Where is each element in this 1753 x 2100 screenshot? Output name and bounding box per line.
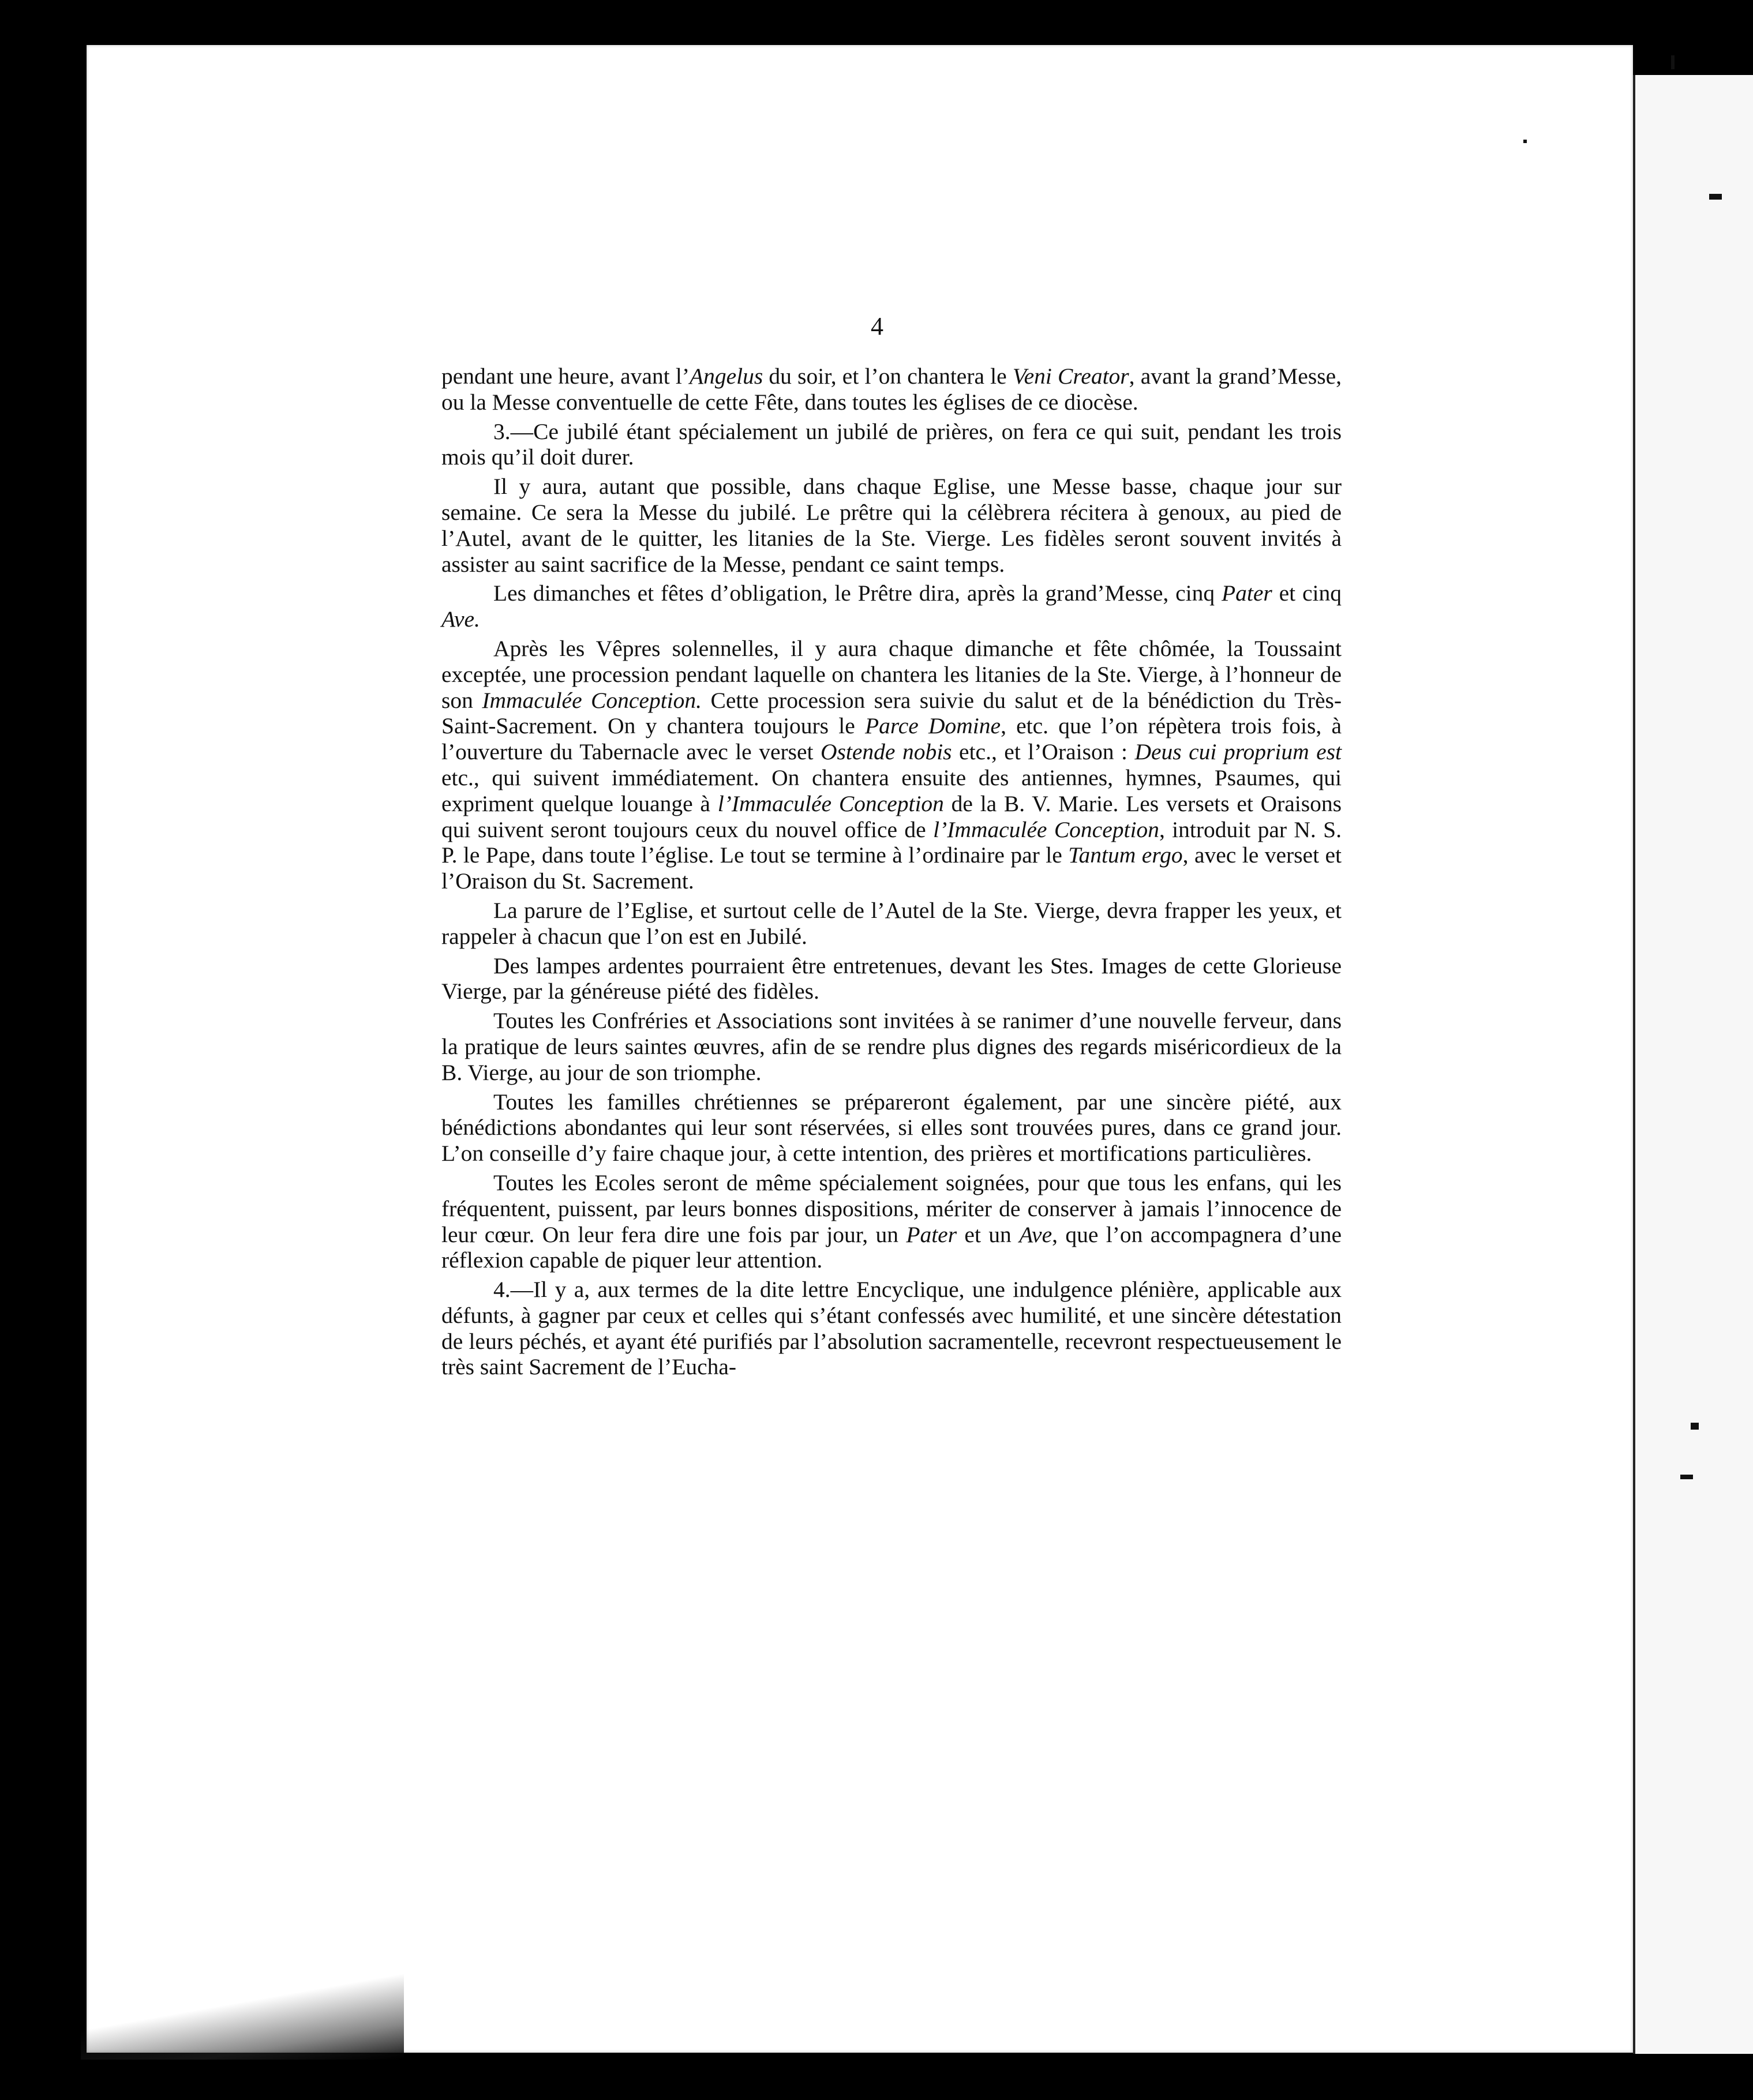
- italic-run: l’Immaculée Conception: [933, 816, 1159, 842]
- paragraph: [441, 1170, 1342, 1273]
- text-run: , etc. que l’on répètera trois fois, à l’ouverture du Tabernacle avec le verset: [441, 713, 1342, 765]
- italic-run: Ostende nobis: [821, 739, 952, 765]
- page-curl-shadow: [81, 1973, 404, 2060]
- paragraph: [441, 636, 1342, 894]
- text-run: Toutes les Confréries et Associations sont invitées à se ranimer d’une nouvelle ferveur, dans la pratique de leurs saintes œuvres, afin de se rendre plus dignes des regards miséricordieux de la B. Vierge, au jour de son triomphe.: [441, 1008, 1342, 1085]
- scan-speck: [1671, 55, 1675, 69]
- paragraph: [441, 1089, 1342, 1167]
- paragraph: [441, 363, 1342, 415]
- italic-run: Pater: [906, 1221, 957, 1247]
- scan-speck: [1523, 140, 1527, 143]
- text-run: , introduit par N. S. P. le Pape, dans toute l’église. Le tout se termine à l’ordinaire par le: [441, 816, 1342, 868]
- scan-speck: [1709, 194, 1722, 200]
- text-run: La parure de l’Eglise, et surtout celle de l’Autel de la Ste. Vierge, devra frapper les yeux, et rappeler à chacun que l’on est en Jubilé.: [441, 897, 1342, 949]
- text-run: Cette procession sera suivie du salut et de la bénédiction du Très-Saint-Sacrement. On y chantera toujours le: [441, 687, 1342, 739]
- scan-speck: [1680, 1475, 1693, 1479]
- paragraph: [441, 580, 1342, 632]
- text-run: 3.—Ce jubilé étant spécialement un jubilé de prières, on fera ce qui suit, pendant les trois mois qu’il doit durer.: [441, 418, 1342, 470]
- text-run: et cinq: [1272, 580, 1342, 606]
- scan-speck: [1691, 1423, 1699, 1430]
- text-run: , avant la grand’Messe, ou la Messe conventuelle de cette Fête, dans toutes les églises de ce diocèse.: [441, 363, 1342, 415]
- paragraph: [441, 419, 1342, 471]
- text-run: pendant une heure, avant l’: [441, 363, 690, 389]
- italic-run: Tantum ergo: [1068, 842, 1183, 868]
- text-run: Les dimanches et fêtes d’obligation, le Prêtre dira, après la grand’Messe, cinq: [493, 580, 1222, 606]
- paragraph: [441, 898, 1342, 950]
- italic-run: Ave.: [441, 606, 480, 632]
- text-run: Après les Vêpres solennelles, il y aura chaque dimanche et fête chômée, la Toussaint exceptée, une procession pendant laquelle on chantera les litanies de la Ste. Vierge, à l’honneur de son: [441, 635, 1342, 713]
- text-run: et un: [957, 1221, 1020, 1247]
- text-run: etc., et l’Oraison :: [952, 739, 1135, 765]
- italic-run: Parce Domine: [864, 713, 1001, 739]
- text-run: , que l’on accompagnera d’une réflexion capable de piquer leur attention.: [441, 1221, 1342, 1273]
- italic-run: Veni Creator: [1012, 363, 1129, 389]
- paragraph: [441, 1008, 1342, 1085]
- italic-run: Angelus: [690, 363, 763, 389]
- paragraph: [441, 953, 1342, 1005]
- paragraph: [441, 1277, 1342, 1380]
- text-run: Toutes les Ecoles seront de même spécialement soignées, pour que tous les enfans, qui les fréquentent, puissent, par leurs bonnes dispositions, mériter de conserver à jamais l’innocence de leur cœur. On leur fera dire une fois par jour, un: [441, 1169, 1342, 1247]
- italic-run: l’Immaculée Conception: [717, 790, 944, 816]
- text-run: 4.—Il y a, aux termes de la dite lettre Encyclique, une indulgence plénière, applicable aux défunts, à gagner par ceux et celles qui s’étant confessés avec humilité, et une sincère détestation de leurs péchés, et ayant été purifiés par l’absolution sacramentelle, recevront respectueusement le très saint Sacrement de l’Eucha-: [441, 1277, 1342, 1380]
- text-run: du soir, et l’on chantera le: [763, 363, 1013, 389]
- adjacent-page-edge: [1633, 75, 1753, 2054]
- document-body: [441, 363, 1342, 1383]
- italic-run: Ave: [1019, 1221, 1052, 1247]
- italic-run: Deus cui proprium est: [1134, 739, 1342, 765]
- text-run: Il y aura, autant que possible, dans chaque Eglise, une Messe basse, chaque jour sur semaine. Ce sera la Messe du jubilé. Le prêtre qui la célèbrera récitera à genoux, au pied de l’Autel, avant de le quitter, les litanies de la Ste. Vierge. Les fidèles seront souvent invités à assister au saint sacrifice de la Messe, pendant ce saint temps.: [441, 474, 1342, 577]
- paragraph: [441, 474, 1342, 577]
- text-run: etc., qui suivent immédiatement. On chantera ensuite des antiennes, hymnes, Psaumes, qui expriment quelque louange à: [441, 764, 1342, 816]
- text-run: , avec le verset et l’Oraison du St. Sacrement.: [441, 842, 1342, 894]
- text-run: Des lampes ardentes pourraient être entretenues, devant les Stes. Images de cette Glorieuse Vierge, par la généreuse piété des fidèles.: [441, 952, 1342, 1004]
- page-number: 4: [871, 312, 883, 340]
- italic-run: Pater: [1222, 580, 1272, 606]
- italic-run: Immaculée Conception.: [482, 687, 702, 713]
- text-run: Toutes les familles chrétiennes se prépareront également, par une sincère piété, aux bénédictions abondantes qui leur sont réservées, si elles sont trouvées pures, dans ce grand jour. L’on conseille d’y faire chaque jour, à cette intention, des prières et mortifications particulières.: [441, 1089, 1342, 1167]
- text-run: de la B. V. Marie. Les versets et Oraisons qui suivent seront toujours ceux du nouvel office de: [441, 790, 1342, 842]
